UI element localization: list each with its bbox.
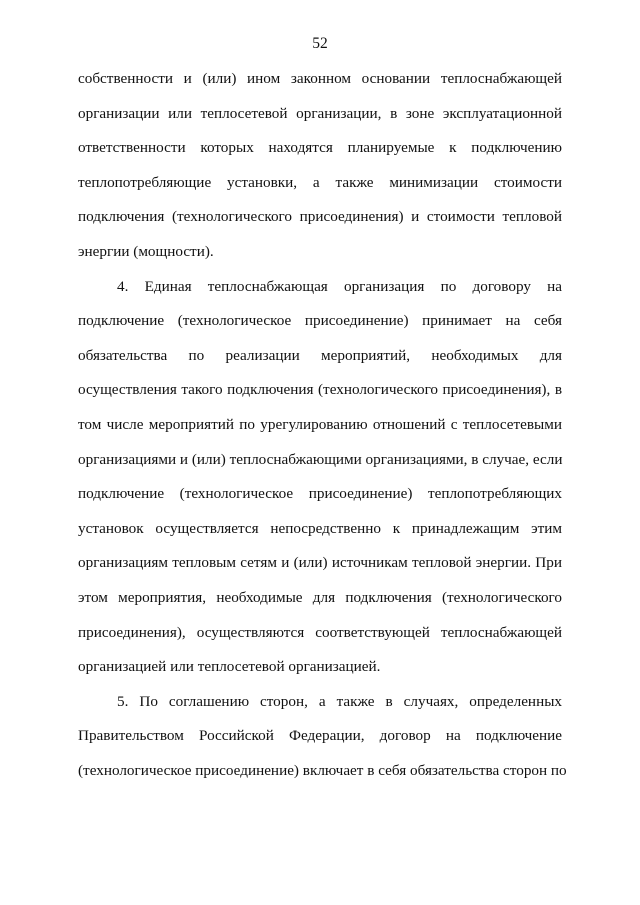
- paragraph-5-first-line: 5. По соглашению сторон, а также в случаях, определенных: [117, 692, 562, 710]
- text-line: осуществления такого подключения (технологического присоединения), в: [78, 381, 562, 399]
- text-line: организациям тепловым сетям и (или) источникам тепловой энергии. При: [78, 554, 562, 572]
- text-line: Правительством Российской Федерации, договор на подключение: [78, 727, 562, 745]
- text-line: присоединения), осуществляются соответствующей теплоснабжающей: [78, 623, 562, 641]
- text-line: том числе мероприятий по урегулированию отношений с теплосетевыми: [78, 415, 562, 433]
- text-line: этом мероприятия, необходимые для подключения (технологического: [78, 588, 562, 606]
- text-line: обязательства по реализации мероприятий, необходимых для: [78, 346, 562, 364]
- text-line: теплопотребляющие установки, а также минимизации стоимости: [78, 173, 562, 191]
- text-line: организацией или теплосетевой организацией.: [78, 658, 381, 676]
- text-line: ответственности которых находятся планируемые к подключению: [78, 139, 562, 157]
- text-line: собственности и (или) ином законном основании теплоснабжающей: [78, 70, 562, 87]
- text-line: подключение (технологическое присоединение) принимает на себя: [78, 312, 562, 330]
- text-line: организациями и (или) теплоснабжающими организациями, в случае, если: [78, 450, 563, 468]
- text-line: энергии (мощности).: [78, 242, 214, 260]
- text-line: подключение (технологическое присоединение) теплопотребляющих: [78, 485, 562, 503]
- text-line: подключения (технологического присоединения) и стоимости тепловой: [78, 208, 562, 226]
- page-number: 52: [312, 35, 328, 52]
- text-line: (технологическое присоединение) включает в себя обязательства сторон по: [78, 761, 567, 779]
- text-line: установок осуществляется непосредственно к принадлежащим этим: [78, 519, 562, 537]
- text-line: организации или теплосетевой организации, в зоне эксплуатационной: [78, 104, 562, 122]
- document-body: [78, 62, 567, 788]
- paragraph-4-first-line: 4. Единая теплоснабжающая организация по договору на: [117, 277, 562, 295]
